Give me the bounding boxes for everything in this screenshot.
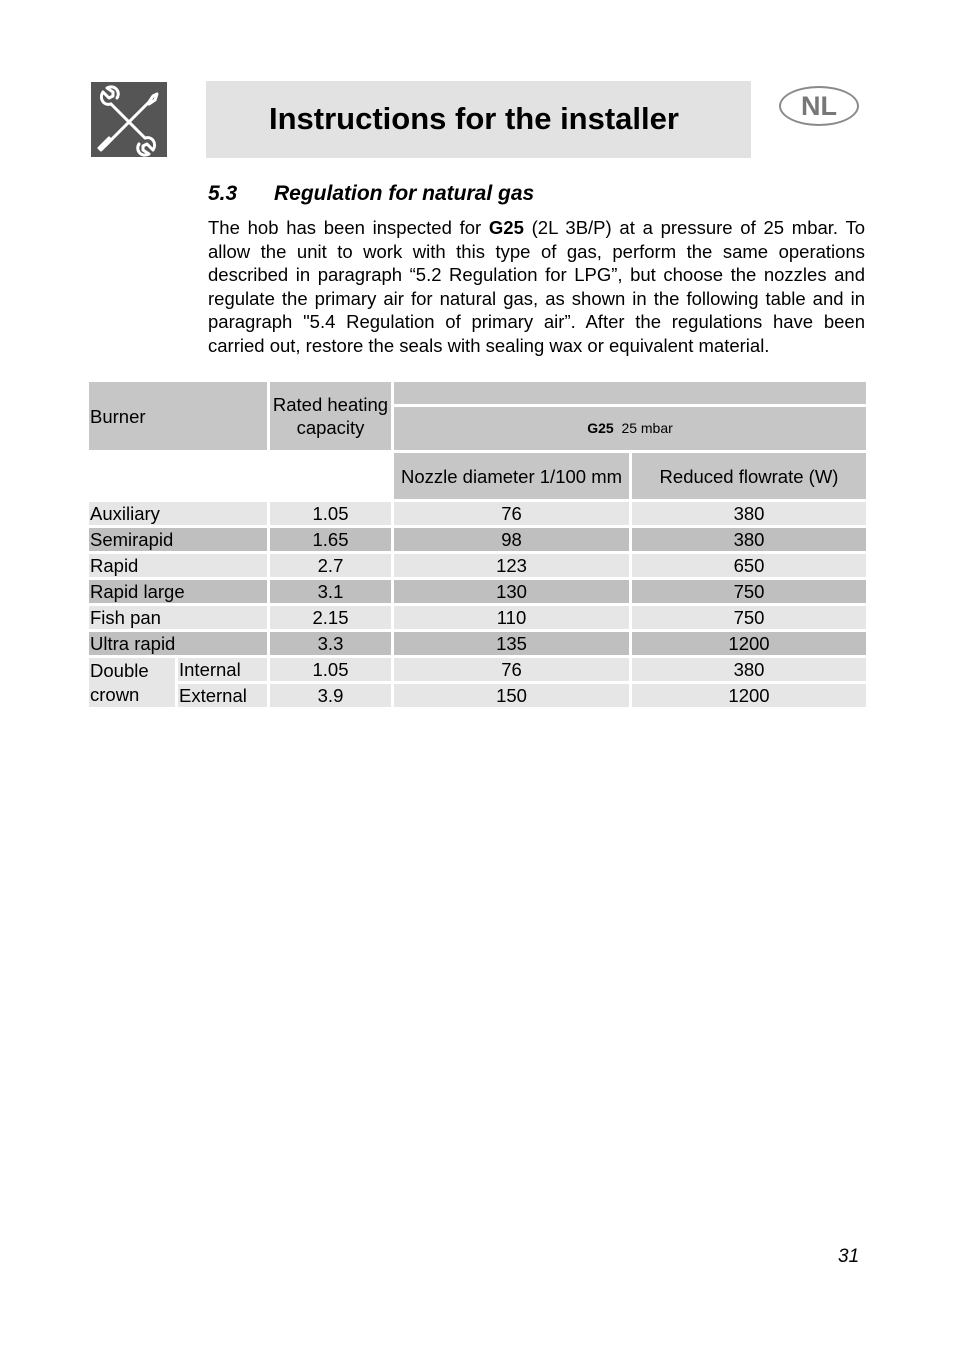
table-row (89, 606, 866, 629)
paragraph-gas-code: G25 (488, 217, 524, 238)
reduced-flowrate: 650 (632, 554, 866, 577)
section-heading (208, 182, 534, 206)
reduced-flowrate: 380 (632, 658, 866, 681)
header-bar (206, 81, 751, 158)
gas-pressure: 25 mbar (621, 420, 673, 436)
reduced-flowrate: 380 (632, 528, 866, 551)
burner-name: Auxiliary (89, 502, 267, 525)
burner-name: Fish pan (89, 606, 267, 629)
header-reduced-flowrate: Reduced flowrate (W) (632, 453, 866, 499)
header-gas (394, 407, 866, 450)
table-row (89, 684, 866, 707)
gas-name: G25 (587, 420, 614, 436)
nozzle-diameter: 130 (394, 580, 629, 603)
header-burner: Burner (89, 382, 267, 450)
table-row (89, 528, 866, 551)
table-header-row (89, 382, 866, 404)
language-badge: NL (779, 86, 859, 126)
nozzle-diameter: 76 (394, 502, 629, 525)
header-nozzle-diameter: Nozzle diameter 1/100 mm (394, 453, 629, 499)
nozzle-diameter: 123 (394, 554, 629, 577)
section-number: 5.3 (208, 182, 238, 205)
reduced-flowrate: 750 (632, 580, 866, 603)
rated-capacity: 2.7 (270, 554, 391, 577)
section-paragraph (208, 216, 865, 357)
rated-capacity: 3.1 (270, 580, 391, 603)
nozzle-diameter: 76 (394, 658, 629, 681)
table-row (89, 580, 866, 603)
nozzle-table (86, 379, 869, 710)
table-row (89, 632, 866, 655)
section-title: Regulation for natural gas (274, 182, 535, 205)
rated-capacity: 3.3 (270, 632, 391, 655)
rated-capacity: 3.9 (270, 684, 391, 707)
reduced-flowrate: 1200 (632, 684, 866, 707)
table-row (89, 658, 866, 681)
reduced-flowrate: 380 (632, 502, 866, 525)
header-rated-capacity: Rated heating capacity (270, 382, 391, 450)
nozzle-diameter: 150 (394, 684, 629, 707)
table-row (89, 554, 866, 577)
tools-icon (91, 82, 167, 157)
table-row (89, 502, 866, 525)
header-gas-top (394, 382, 866, 404)
page-title: Instructions for the installer (269, 101, 679, 136)
table-subheader-row (89, 453, 866, 499)
paragraph-rest: (2L 3B/P) at a pressure of 25 mbar. To allow the unit to work with this type of gas, perform the same operations described in paragraph “5.2 Regulation for LPG”, but choose the nozzles and regulate the primary air for natural gas, as shown in the following table and in paragraph "5.4 Regulation of primary air”. After the regulations have been carried out, restore the seals with sealing wax or equivalent material. (208, 217, 865, 356)
rated-capacity: 1.05 (270, 502, 391, 525)
burner-name: Rapid (89, 554, 267, 577)
rated-capacity: 1.05 (270, 658, 391, 681)
nozzle-diameter: 98 (394, 528, 629, 551)
nozzle-diameter: 135 (394, 632, 629, 655)
page-number: 31 (838, 1246, 860, 1267)
rated-capacity: 1.65 (270, 528, 391, 551)
paragraph-intro: The hob has been inspected for (208, 217, 489, 238)
reduced-flowrate: 1200 (632, 632, 866, 655)
reduced-flowrate: 750 (632, 606, 866, 629)
burner-sub-name: External (178, 684, 267, 707)
burner-name: Semirapid (89, 528, 267, 551)
subheader-blank (89, 453, 391, 499)
burner-name: Ultra rapid (89, 632, 267, 655)
rated-capacity: 2.15 (270, 606, 391, 629)
double-crown-label: Double crown (89, 658, 175, 707)
nozzle-diameter: 110 (394, 606, 629, 629)
burner-sub-name: Internal (178, 658, 267, 681)
burner-name: Rapid large (89, 580, 267, 603)
